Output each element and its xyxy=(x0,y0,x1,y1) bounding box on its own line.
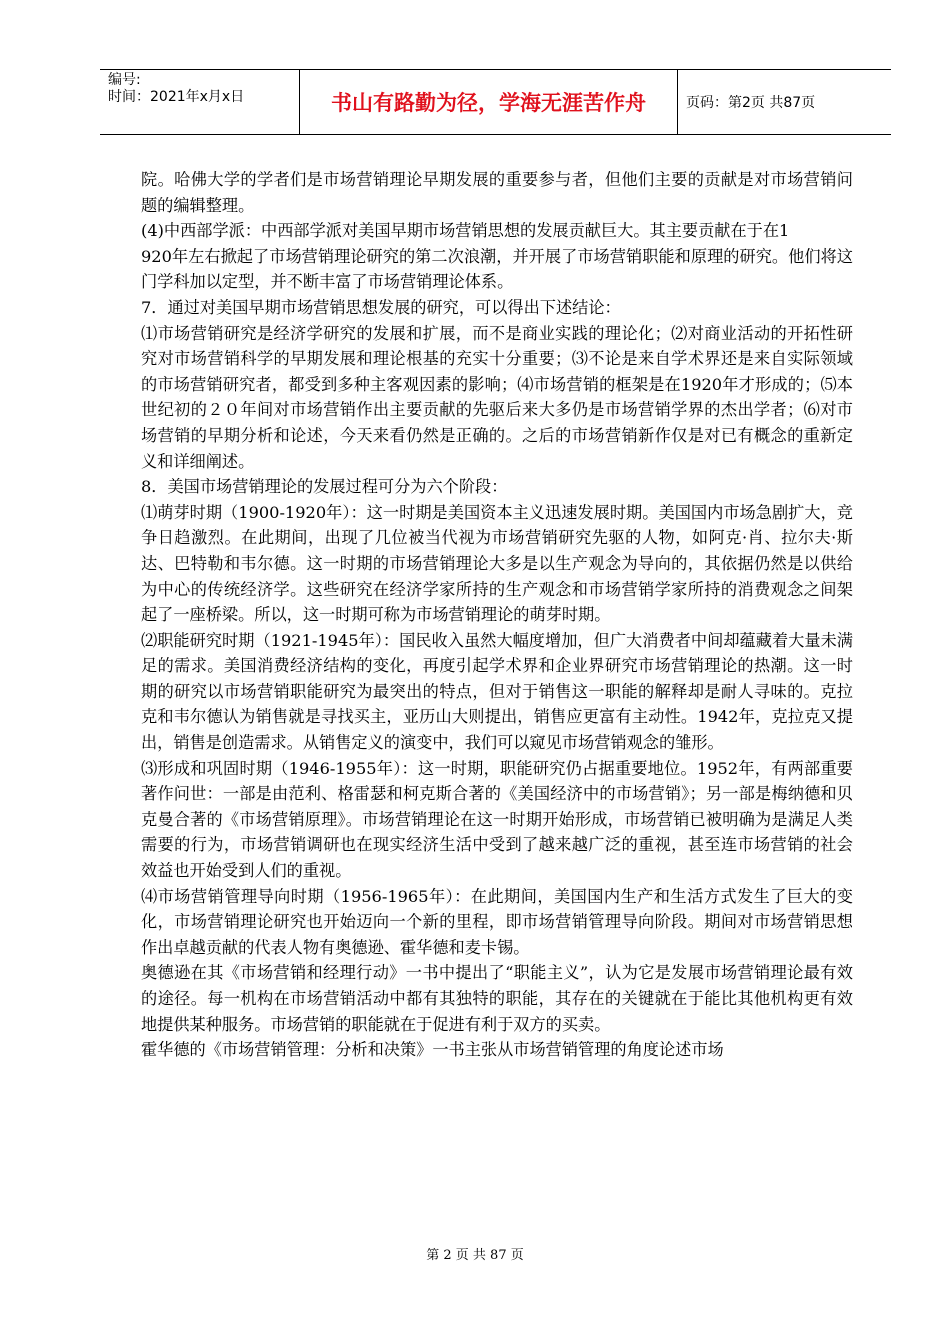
paragraph: 7．通过对美国早期市场营销思想发展的研究，可以得出下述结论： xyxy=(141,297,621,317)
page-header xyxy=(100,69,891,135)
page-footer: 第 2 页 共 87 页 xyxy=(426,1248,524,1263)
header-page-info: 页码：第2页 共87页 xyxy=(686,95,816,111)
paragraph: ⑷市场营销管理导向时期（1956-1965年）：在此期间，美国国内生产和生活方式发生了巨大的变化，市场营销理论研究也开始迈向一个新的里程，即市场营销管理导向阶段。期间对市场营销思想作出卓越贡献的代表人物有奥德逊、霍华德和麦卡锡。 xyxy=(141,886,853,957)
paragraph: 920年左右掀起了市场营销理论研究的第二次浪潮，并开展了市场营销职能和原理的研究。他们将这门学科加以定型，并不断丰富了市场营销理论体系。 xyxy=(141,246,853,292)
paragraph: ⑴萌芽时期（1900-1920年）：这一时期是美国资本主义迅速发展时期。美国国内市场急剧扩大，竞争日趋激烈。在此期间，出现了几位被当代视为市场营销研究先驱的人物，如阿克·肖、拉尔夫·斯达、巴特勒和韦尔德。这一时期的市场营销理论大多是以生产观念为导向的，其依据仍然是以供给为中心的传统经济学。这些研究在经济学家所持的生产观念和市场营销学家所持的消费观念之间架起了一座桥梁。所以，这一时期可称为市场营销理论的萌芽时期。 xyxy=(141,502,853,625)
document-body xyxy=(141,167,853,1063)
paragraph: 院。哈佛大学的学者们是市场营销理论早期发展的重要参与者，但他们主要的贡献是对市场营销问题的编辑整理。 xyxy=(141,170,853,215)
paragraph: (4)中西部学派：中西部学派对美国早期市场营销思想的发展贡献巨大。其主要贡献在于在1 xyxy=(141,221,790,241)
document-time-label: 时间：2021年x月x日 xyxy=(108,89,245,105)
paragraph: ⑶形成和巩固时期（1946-1955年）：这一时期，职能研究仍占据重要地位。1952年，有两部重要著作问世：一部是由范利、格雷瑟和柯克斯合著的《美国经济中的市场营销》；另一部是梅纳德和贝克曼合著的《市场营销原理》。市场营销理论在这一时期开始形成，市场营销已被明确为是满足人类需要的行为，市场营销调研也在现实经济生活中受到了越来越广泛的重视，甚至连市场营销的社会效益也开始受到人们的重视。 xyxy=(141,758,853,881)
document-number-label: 编号: xyxy=(108,72,141,88)
paragraph: 霍华德的《市场营销管理：分析和决策》一书主张从市场营销管理的角度论述市场 xyxy=(141,1040,724,1060)
header-meta xyxy=(100,70,300,134)
paragraph: ⑴市场营销研究是经济学研究的发展和扩展，而不是商业实践的理论化；⑵对商业活动的开拓性研究对市场营销科学的早期发展和理论根基的充实十分重要；⑶不论是来自学术界还是来自实际领域的市场营销研究者，都受到多种主客观因素的影响；⑷市场营销的框架是在1920年才形成的；⑸本世纪初的２０年间对市场营销作出主要贡献的先驱后来大多仍是市场营销学界的杰出学者；⑹对市场营销的早期分析和论述，今天来看仍然是正确的。之后的市场营销新作仅是对已有概念的重新定义和详细阐述。 xyxy=(141,323,853,471)
header-motto: 书山有路勤为径，学海无涯苦作舟 xyxy=(300,70,678,134)
paragraph: ⑵职能研究时期（1921-1945年）：国民收入虽然大幅度增加，但广大消费者中间却蕴藏着大量未满足的需求。美国消费经济结构的变化，再度引起学术界和企业界研究市场营销理论的热潮。这一时期的研究以市场营销职能研究为最突出的特点，但对于销售这一职能的解释却是耐人寻味的。克拉克和韦尔德认为销售就是寻找买主，亚历山大则提出，销售应更富有主动性。1942年，克拉克又提出，销售是创造需求。从销售定义的演变中，我们可以窥见市场营销观念的雏形。 xyxy=(141,630,853,753)
paragraph: 奥德逊在其《市场营销和经理行动》一书中提出了“职能主义”，认为它是发展市场营销理论最有效的途径。每一机构在市场营销活动中都有其独特的职能，其存在的关键就在于能比其他机构更有效地提供某种服务。市场营销的职能就在于促进有利于双方的买卖。 xyxy=(141,963,853,1034)
paragraph: 8．美国市场营销理论的发展过程可分为六个阶段： xyxy=(141,477,508,497)
